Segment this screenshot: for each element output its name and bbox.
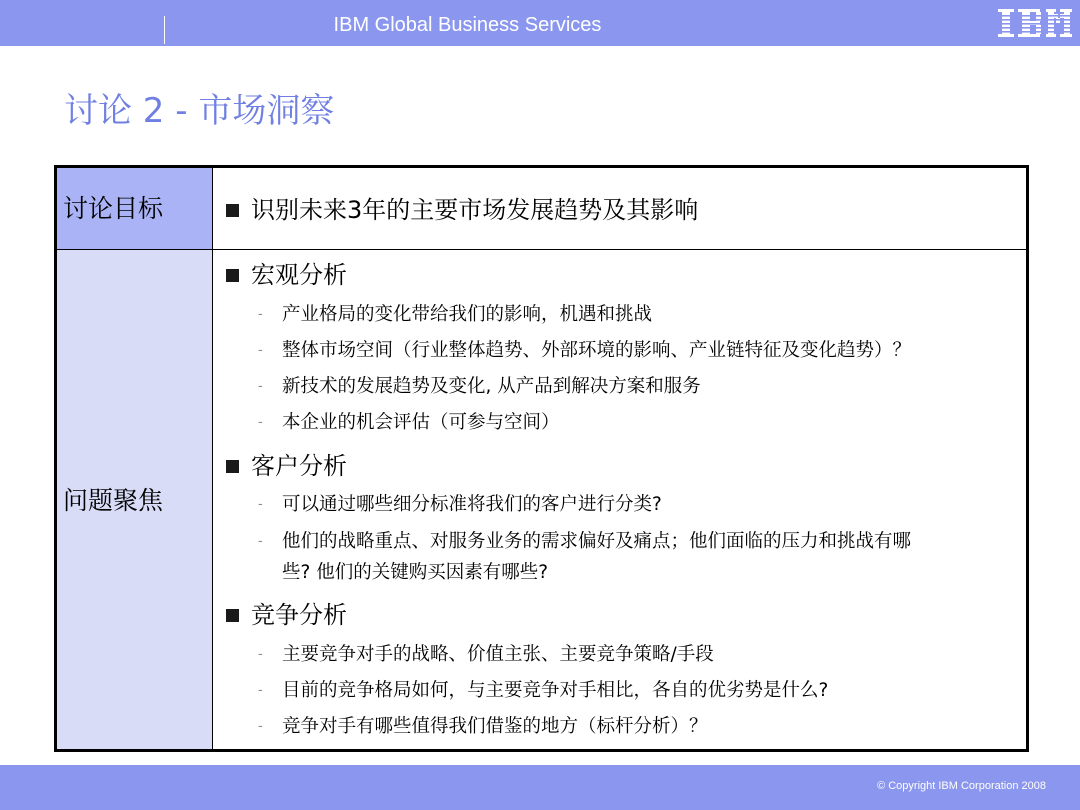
dash-marker: - (258, 307, 263, 322)
bullet-text: 识别未来3年的主要市场发展趋势及其影响 (251, 196, 699, 224)
sub-item-text: 他们的战略重点、对服务业务的需求偏好及痛点；他们面临的压力和挑战有哪 (282, 531, 912, 552)
header-title: IBM Global Business Services (333, 14, 602, 36)
square-bullet-icon (226, 609, 239, 622)
sub-item-text: 目前的竞争格局如何，与主要竞争对手相比，各自的优劣势是什么? (282, 680, 829, 701)
dash-marker: - (258, 379, 263, 394)
sub-item-text: 些? 他们的关键购买因素有哪些? (282, 562, 549, 583)
bullet-item (226, 598, 347, 632)
bullet-item (226, 258, 347, 292)
dash-marker: - (258, 683, 263, 698)
sub-item-text: 可以通过哪些细分标准将我们的客户进行分类? (282, 494, 662, 515)
bullet-text: 客户分析 (251, 452, 347, 480)
sub-item-text: 整体市场空间（行业整体趋势、外部环境的影响、产业链特征及变化趋势）？ (282, 340, 912, 361)
row-label-cell-focus (57, 250, 213, 749)
sub-item-text: 主要竞争对手的战略、价值主张、主要竞争策略/手段 (282, 644, 714, 665)
dash-marker: - (258, 719, 263, 734)
bullet-item (226, 449, 347, 483)
square-bullet-icon (226, 460, 239, 473)
dash-marker: - (258, 497, 263, 512)
footer-bar (0, 765, 1080, 810)
bullet-text: 宏观分析 (251, 261, 347, 289)
row-label-focus: 问题聚焦 (63, 486, 164, 515)
dash-marker: - (258, 534, 263, 549)
bullet-item (226, 193, 698, 227)
page-title: 讨论 2 - 市场洞察 (64, 91, 335, 131)
bullet-text: 竞争分析 (251, 601, 347, 629)
dash-marker: - (258, 415, 263, 430)
dash-marker: - (258, 647, 263, 662)
square-bullet-icon (226, 269, 239, 282)
row-label-cell-goal (57, 168, 213, 250)
sub-item-text: 竞争对手有哪些值得我们借鉴的地方（标杆分析）？ (282, 716, 708, 737)
sub-item-text: 新技术的发展趋势及变化, 从产品到解决方案和服务 (282, 376, 701, 397)
dash-marker: - (258, 343, 263, 358)
square-bullet-icon (226, 204, 239, 217)
copyright-text: © Copyright IBM Corporation 2008 (877, 780, 1046, 792)
ibm-logo-icon (996, 7, 1074, 39)
row-label-goal: 讨论目标 (63, 194, 164, 223)
header-bar (0, 0, 1080, 46)
sub-item-text: 本企业的机会评估（可参与空间） (282, 412, 560, 433)
sub-item-text: 产业格局的变化带给我们的影响，机遇和挑战 (282, 304, 653, 325)
